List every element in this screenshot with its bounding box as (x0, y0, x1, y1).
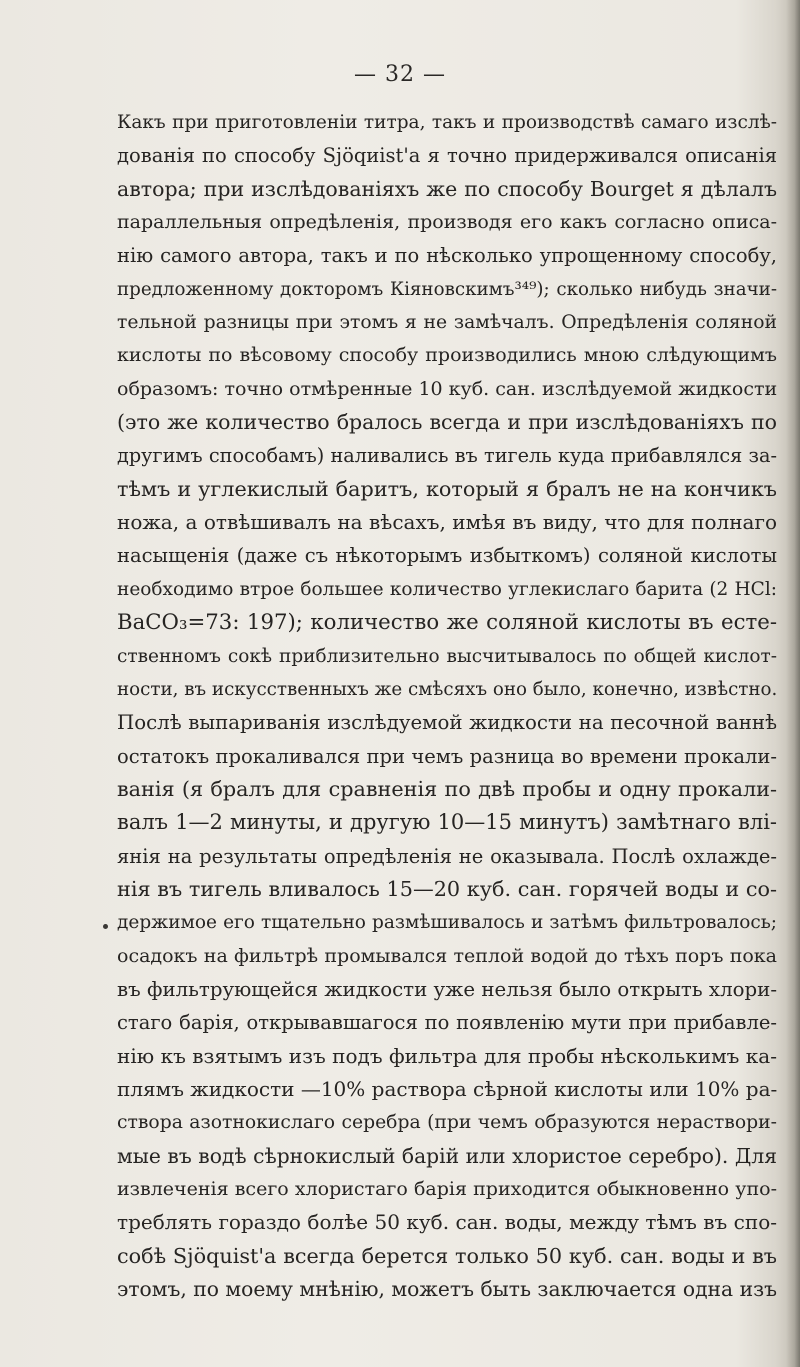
text-line: валъ 1—2 минуты, и другую 10—15 минутъ) замѣтнаго влі- (117, 810, 777, 835)
text-line: BaCO₃=73: 197); количество же соляной кислоты въ есте- (117, 610, 777, 636)
text-line: образомъ: точно отмѣренные 10 куб. сан. изслѣдуемой жидкости (117, 377, 777, 400)
text-line: стаго барія, открывавшагося по появленію мути при прибавле- (117, 1011, 777, 1035)
text-line: предложенному докторомъ Кіяновскимъ³⁴⁹); сколько нибудь значи- (117, 278, 777, 300)
body-text (117, 106, 777, 1306)
text-line: ванія (я бралъ для сравненія по двѣ пробы и одну прокали- (117, 776, 777, 801)
text-line: автора; при изслѣдованіяхъ же по способу Bourget я дѣлалъ (117, 176, 777, 201)
text-line: (это же количество бралось всегда и при изслѣдованіяхъ по (117, 410, 777, 435)
text-line: тѣмъ и углекислый баритъ, который я бралъ не на кончикъ (117, 476, 777, 501)
text-line: извлеченія всего хлористаго барія приходится обыкновенно упо- (117, 1178, 777, 1200)
text-line: остатокъ прокаливался при чемъ разница во времени прокали- (117, 744, 777, 768)
text-line: янія на результаты опредѣленія не оказывала. Послѣ охлажде- (117, 844, 777, 868)
text-line: нія въ тигель вливалось 15—20 куб. сан. горячей воды и со- (117, 876, 777, 901)
text-line: въ фильтрующейся жидкости уже нельзя было открыть хлори- (117, 977, 777, 1001)
text-line: насыщенія (даже съ нѣкоторымъ избыткомъ) соляной кислоты (117, 544, 777, 568)
text-line: мые въ водѣ сѣрнокислый барій или хлористое серебро). Для (117, 1143, 777, 1168)
text-line: дованія по способу Sjöqиist'а я точно придерживался описанія (117, 144, 777, 168)
text-line: нію самого автора, такъ и по нѣсколько упрощенному способу, (117, 244, 777, 268)
text-line: Какъ при приготовленіи титра, такъ и производствѣ самаго изслѣ- (117, 112, 777, 133)
text-line: ности, въ искусственныхъ же смѣсяхъ оно было, конечно, извѣстно. (117, 678, 777, 700)
text-line: нію къ взятымъ изъ подъ фильтра для пробы нѣсколькимъ ка- (117, 1043, 777, 1068)
text-line: осадокъ на фильтрѣ промывался теплой водой до тѣхъ поръ пока (117, 944, 777, 967)
text-line: ножа, а отвѣшивалъ на вѣсахъ, имѣя въ виду, что для полнаго (117, 510, 777, 535)
text-line: створа азотнокислаго серебра (при чемъ образуются нераствори- (117, 1112, 777, 1134)
text-line: плямъ жидкости —10% раствора сѣрной кислоты или 10% ра- (117, 1076, 777, 1101)
text-line: держимое его тщательно размѣшивалось и затѣмъ фильтровалось; (117, 912, 777, 934)
margin-mark (103, 924, 108, 929)
text-line: кислоты по вѣсовому способу производились мною слѣдующимъ (117, 344, 777, 367)
text-line: другимъ способамъ) наливались въ тигель куда прибавлялся за- (117, 444, 777, 468)
text-line: тельной разницы при этомъ я не замѣчалъ. Опредѣленія соляной (117, 312, 777, 334)
text-line: этомъ, по моему мнѣнію, можетъ быть заключается одна изъ (117, 1277, 777, 1302)
text-line: собѣ Sjöquist'а всегда берется только 50 куб. сан. воды и въ (117, 1243, 777, 1268)
text-line: треблять гораздо болѣе 50 куб. сан. воды, между тѣмъ въ спо- (117, 1210, 777, 1235)
page-number: — 32 — (354, 62, 446, 87)
text-line: необходимо втрое большее количество углекислаго барита (2 HCl: (117, 578, 777, 600)
page-edge-shadow (786, 0, 800, 1367)
text-line: параллельныя опредѣленія, производя его какъ согласно описа- (117, 211, 777, 234)
text-line: ственномъ сокѣ приблизительно высчитывалось по общей кислот- (117, 645, 777, 667)
text-line: Послѣ выпариванія изслѣдуемой жидкости на песочной ваннѣ (117, 711, 777, 735)
